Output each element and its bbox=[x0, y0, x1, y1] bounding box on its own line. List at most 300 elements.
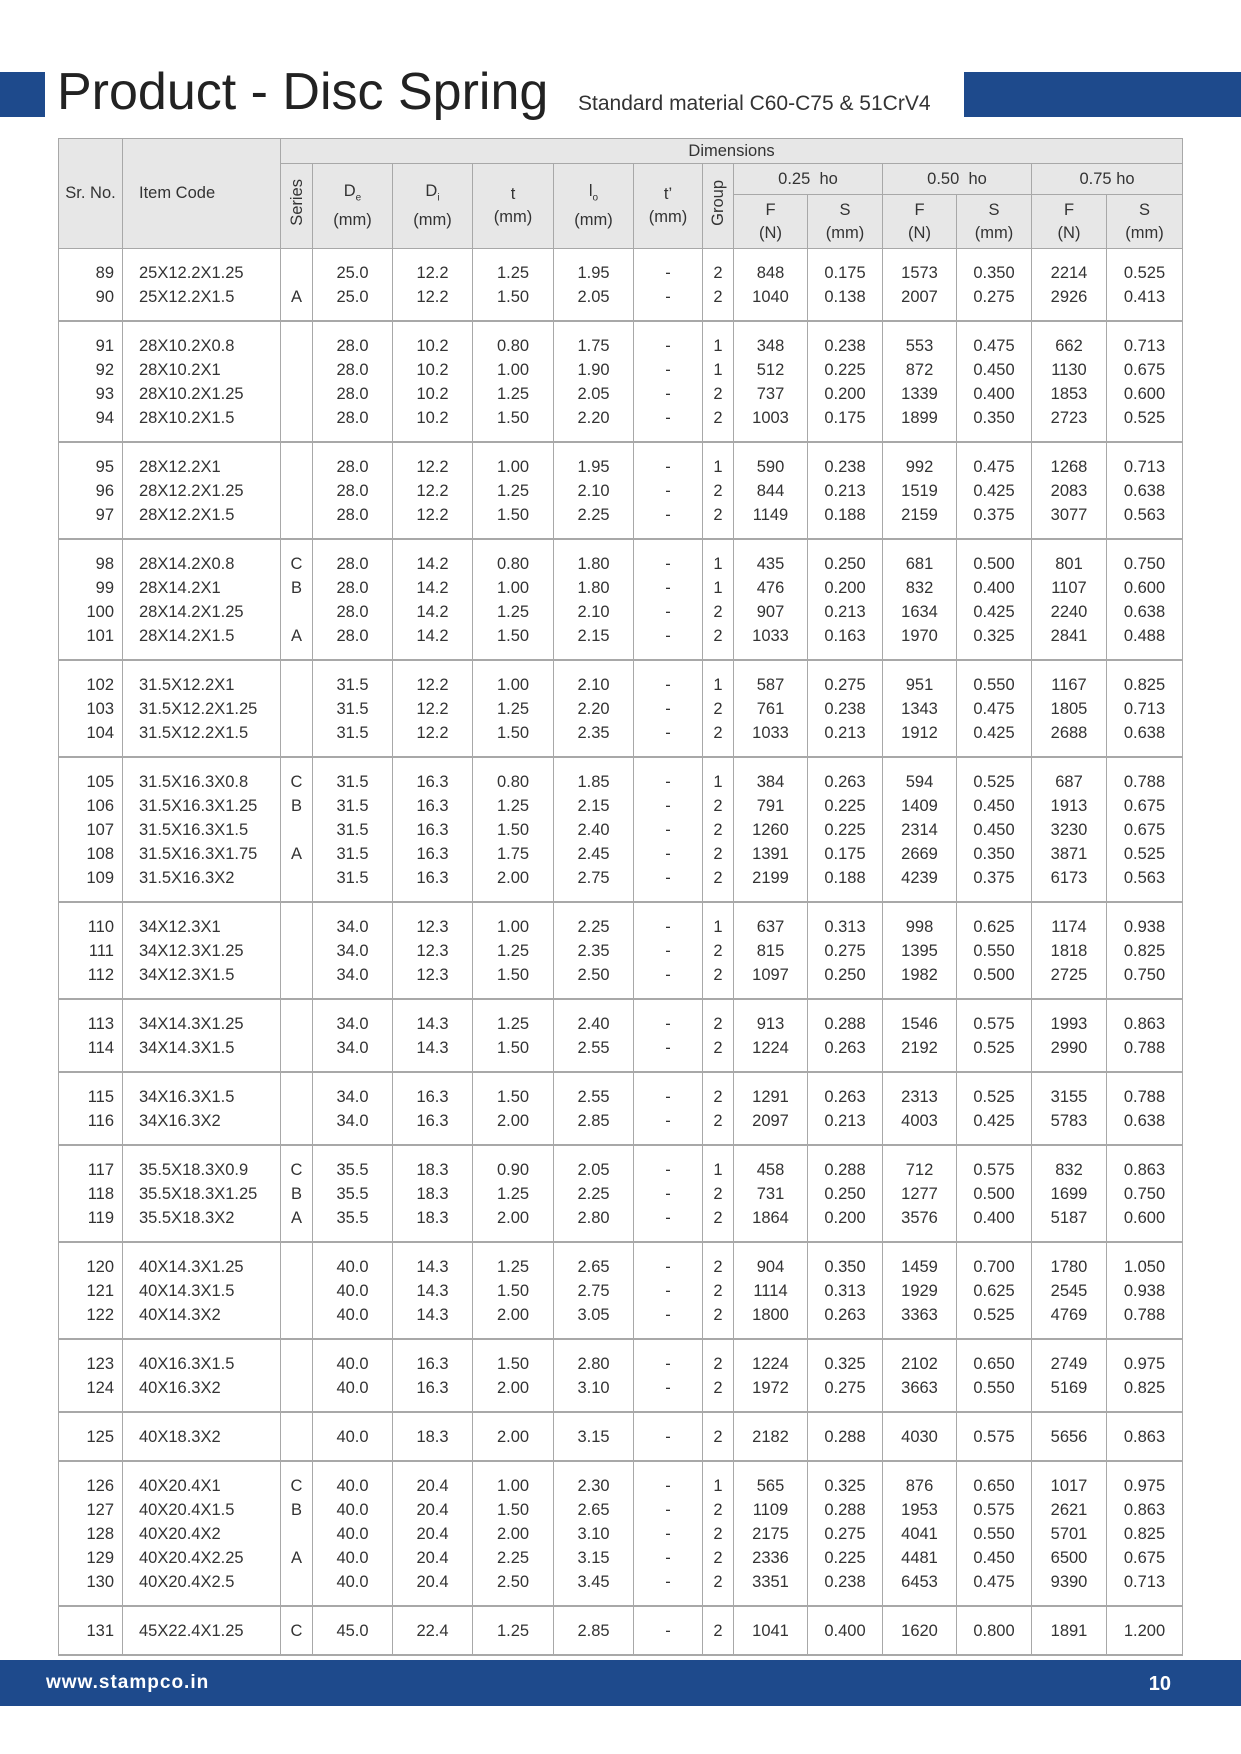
t-cell: 1.25 bbox=[473, 382, 554, 406]
f-050-cell: 1395 bbox=[883, 939, 957, 963]
s-025-cell: 0.325 bbox=[808, 1339, 883, 1376]
f-075-cell: 1167 bbox=[1032, 660, 1107, 697]
item-code-cell: 31.5X16.3X2 bbox=[123, 866, 281, 902]
f-075-cell: 1853 bbox=[1032, 382, 1107, 406]
di-cell: 14.2 bbox=[393, 539, 473, 576]
de-cell: 35.5 bbox=[313, 1182, 393, 1206]
item-code-cell: 34X16.3X2 bbox=[123, 1109, 281, 1145]
de-cell: 31.5 bbox=[313, 660, 393, 697]
footer-bar bbox=[0, 1660, 1241, 1706]
sr-no-cell: 101 bbox=[59, 624, 123, 660]
header-f-050: F (N) bbox=[883, 195, 957, 249]
f-050-cell: 1982 bbox=[883, 963, 957, 999]
table-row bbox=[59, 697, 1183, 721]
f-025-cell: 844 bbox=[734, 479, 808, 503]
sr-no-cell: 95 bbox=[59, 442, 123, 479]
t-prime-cell: - bbox=[634, 999, 703, 1036]
item-code-cell: 28X10.2X0.8 bbox=[123, 321, 281, 358]
f-025-cell: 1800 bbox=[734, 1303, 808, 1339]
s-050-cell: 0.550 bbox=[957, 1376, 1032, 1412]
s-050-cell: 0.575 bbox=[957, 1145, 1032, 1182]
di-cell: 14.3 bbox=[393, 1036, 473, 1072]
table-row bbox=[59, 358, 1183, 382]
t-cell: 2.00 bbox=[473, 1412, 554, 1461]
group-cell: 2 bbox=[703, 818, 734, 842]
sr-no-cell: 111 bbox=[59, 939, 123, 963]
lo-cell: 2.25 bbox=[554, 503, 634, 539]
header-f-075: F (N) bbox=[1032, 195, 1107, 249]
de-cell: 40.0 bbox=[313, 1303, 393, 1339]
t-cell: 0.80 bbox=[473, 757, 554, 794]
di-cell: 20.4 bbox=[393, 1522, 473, 1546]
f-025-cell: 791 bbox=[734, 794, 808, 818]
item-code-cell: 40X16.3X2 bbox=[123, 1376, 281, 1412]
item-code-cell: 40X20.4X2.25 bbox=[123, 1546, 281, 1570]
item-code-cell: 34X12.3X1.5 bbox=[123, 963, 281, 999]
de-cell: 28.0 bbox=[313, 576, 393, 600]
s-025-cell: 0.175 bbox=[808, 842, 883, 866]
lo-cell: 2.65 bbox=[554, 1498, 634, 1522]
series-cell: C bbox=[281, 757, 313, 794]
header-accent-left bbox=[0, 72, 45, 117]
di-cell: 10.2 bbox=[393, 321, 473, 358]
group-cell: 2 bbox=[703, 1339, 734, 1376]
table-row bbox=[59, 1109, 1183, 1145]
t-cell: 1.25 bbox=[473, 1182, 554, 1206]
group-cell: 2 bbox=[703, 939, 734, 963]
page-title: Product - Disc Spring bbox=[57, 63, 549, 121]
t-prime-cell: - bbox=[634, 721, 703, 757]
f-025-cell: 348 bbox=[734, 321, 808, 358]
group-cell: 1 bbox=[703, 1461, 734, 1498]
lo-cell: 3.05 bbox=[554, 1303, 634, 1339]
s-050-cell: 0.450 bbox=[957, 794, 1032, 818]
f-075-cell: 5656 bbox=[1032, 1412, 1107, 1461]
group-cell: 1 bbox=[703, 321, 734, 358]
di-cell: 18.3 bbox=[393, 1182, 473, 1206]
sr-no-cell: 89 bbox=[59, 249, 123, 286]
f-050-cell: 2192 bbox=[883, 1036, 957, 1072]
s-025-cell: 0.313 bbox=[808, 902, 883, 939]
header-f-025: F (N) bbox=[734, 195, 808, 249]
s-075-cell: 0.788 bbox=[1107, 1072, 1183, 1109]
s-050-cell: 0.575 bbox=[957, 1498, 1032, 1522]
f-025-cell: 2182 bbox=[734, 1412, 808, 1461]
t-prime-cell: - bbox=[634, 1339, 703, 1376]
series-cell bbox=[281, 1303, 313, 1339]
s-050-cell: 0.400 bbox=[957, 382, 1032, 406]
de-cell: 40.0 bbox=[313, 1339, 393, 1376]
group-cell: 2 bbox=[703, 1206, 734, 1242]
t-cell: 1.25 bbox=[473, 794, 554, 818]
f-050-cell: 2314 bbox=[883, 818, 957, 842]
t-cell: 2.00 bbox=[473, 1376, 554, 1412]
s-050-cell: 0.450 bbox=[957, 358, 1032, 382]
f-025-cell: 3351 bbox=[734, 1570, 808, 1606]
header-s-050: S (mm) bbox=[957, 195, 1032, 249]
s-075-cell: 0.600 bbox=[1107, 1206, 1183, 1242]
s-050-cell: 0.375 bbox=[957, 503, 1032, 539]
s-075-cell: 0.825 bbox=[1107, 660, 1183, 697]
f-075-cell: 801 bbox=[1032, 539, 1107, 576]
s-025-cell: 0.188 bbox=[808, 503, 883, 539]
group-cell: 1 bbox=[703, 902, 734, 939]
f-050-cell: 1620 bbox=[883, 1606, 957, 1655]
lo-cell: 2.75 bbox=[554, 1279, 634, 1303]
group-cell: 2 bbox=[703, 1303, 734, 1339]
f-025-cell: 1224 bbox=[734, 1339, 808, 1376]
t-prime-cell: - bbox=[634, 285, 703, 321]
table-row bbox=[59, 1570, 1183, 1606]
f-025-cell: 1033 bbox=[734, 624, 808, 660]
item-code-cell: 34X14.3X1.5 bbox=[123, 1036, 281, 1072]
t-cell: 1.50 bbox=[473, 503, 554, 539]
di-cell: 14.2 bbox=[393, 576, 473, 600]
de-cell: 34.0 bbox=[313, 1036, 393, 1072]
header-load-075: 0.75 ho bbox=[1032, 164, 1183, 195]
de-cell: 28.0 bbox=[313, 503, 393, 539]
de-cell: 40.0 bbox=[313, 1461, 393, 1498]
f-050-cell: 3363 bbox=[883, 1303, 957, 1339]
item-code-cell: 34X16.3X1.5 bbox=[123, 1072, 281, 1109]
lo-cell: 2.45 bbox=[554, 842, 634, 866]
group-cell: 2 bbox=[703, 249, 734, 286]
f-025-cell: 1033 bbox=[734, 721, 808, 757]
t-prime-cell: - bbox=[634, 1522, 703, 1546]
t-cell: 1.25 bbox=[473, 249, 554, 286]
de-cell: 40.0 bbox=[313, 1498, 393, 1522]
table-row bbox=[59, 842, 1183, 866]
table-row bbox=[59, 1242, 1183, 1279]
series-cell bbox=[281, 600, 313, 624]
s-075-cell: 0.675 bbox=[1107, 818, 1183, 842]
f-050-cell: 1339 bbox=[883, 382, 957, 406]
lo-cell: 2.75 bbox=[554, 866, 634, 902]
s-075-cell: 0.975 bbox=[1107, 1339, 1183, 1376]
item-code-cell: 28X14.2X0.8 bbox=[123, 539, 281, 576]
f-075-cell: 2240 bbox=[1032, 600, 1107, 624]
series-cell bbox=[281, 818, 313, 842]
group-cell: 2 bbox=[703, 697, 734, 721]
sr-no-cell: 116 bbox=[59, 1109, 123, 1145]
lo-cell: 2.05 bbox=[554, 285, 634, 321]
sr-no-cell: 113 bbox=[59, 999, 123, 1036]
f-050-cell: 1546 bbox=[883, 999, 957, 1036]
s-075-cell: 0.863 bbox=[1107, 1412, 1183, 1461]
series-cell bbox=[281, 697, 313, 721]
item-code-cell: 34X12.3X1.25 bbox=[123, 939, 281, 963]
series-cell bbox=[281, 358, 313, 382]
s-025-cell: 0.288 bbox=[808, 1498, 883, 1522]
de-cell: 34.0 bbox=[313, 1109, 393, 1145]
series-cell: C bbox=[281, 1145, 313, 1182]
group-cell: 2 bbox=[703, 1570, 734, 1606]
s-050-cell: 0.625 bbox=[957, 902, 1032, 939]
s-050-cell: 0.400 bbox=[957, 576, 1032, 600]
s-025-cell: 0.288 bbox=[808, 1145, 883, 1182]
f-075-cell: 2214 bbox=[1032, 249, 1107, 286]
series-cell bbox=[281, 321, 313, 358]
sr-no-cell: 112 bbox=[59, 963, 123, 999]
item-code-cell: 40X20.4X1 bbox=[123, 1461, 281, 1498]
s-075-cell: 0.938 bbox=[1107, 902, 1183, 939]
s-075-cell: 0.525 bbox=[1107, 406, 1183, 442]
s-050-cell: 0.550 bbox=[957, 939, 1032, 963]
group-cell: 1 bbox=[703, 539, 734, 576]
t-cell: 1.00 bbox=[473, 1461, 554, 1498]
t-prime-cell: - bbox=[634, 842, 703, 866]
t-cell: 2.00 bbox=[473, 1522, 554, 1546]
item-code-cell: 34X14.3X1.25 bbox=[123, 999, 281, 1036]
lo-cell: 1.95 bbox=[554, 442, 634, 479]
di-cell: 16.3 bbox=[393, 757, 473, 794]
group-cell: 2 bbox=[703, 1498, 734, 1522]
table-row bbox=[59, 576, 1183, 600]
t-prime-cell: - bbox=[634, 660, 703, 697]
f-050-cell: 1277 bbox=[883, 1182, 957, 1206]
f-075-cell: 1913 bbox=[1032, 794, 1107, 818]
table-row bbox=[59, 1036, 1183, 1072]
s-025-cell: 0.225 bbox=[808, 1546, 883, 1570]
s-050-cell: 0.800 bbox=[957, 1606, 1032, 1655]
s-025-cell: 0.238 bbox=[808, 697, 883, 721]
s-075-cell: 0.600 bbox=[1107, 382, 1183, 406]
s-050-cell: 0.350 bbox=[957, 842, 1032, 866]
s-025-cell: 0.138 bbox=[808, 285, 883, 321]
s-075-cell: 0.825 bbox=[1107, 939, 1183, 963]
lo-cell: 2.55 bbox=[554, 1036, 634, 1072]
f-075-cell: 2688 bbox=[1032, 721, 1107, 757]
f-050-cell: 1343 bbox=[883, 697, 957, 721]
di-cell: 14.3 bbox=[393, 1303, 473, 1339]
sr-no-cell: 96 bbox=[59, 479, 123, 503]
f-025-cell: 1864 bbox=[734, 1206, 808, 1242]
f-025-cell: 458 bbox=[734, 1145, 808, 1182]
table-body bbox=[59, 249, 1183, 1656]
item-code-cell: 28X10.2X1 bbox=[123, 358, 281, 382]
f-050-cell: 3576 bbox=[883, 1206, 957, 1242]
table-row bbox=[59, 794, 1183, 818]
f-075-cell: 1805 bbox=[1032, 697, 1107, 721]
s-075-cell: 1.050 bbox=[1107, 1242, 1183, 1279]
s-025-cell: 0.263 bbox=[808, 1303, 883, 1339]
t-cell: 0.90 bbox=[473, 1145, 554, 1182]
series-cell: A bbox=[281, 842, 313, 866]
item-code-cell: 40X20.4X2 bbox=[123, 1522, 281, 1546]
di-cell: 12.2 bbox=[393, 442, 473, 479]
f-025-cell: 512 bbox=[734, 358, 808, 382]
t-cell: 1.50 bbox=[473, 1498, 554, 1522]
di-cell: 16.3 bbox=[393, 818, 473, 842]
series-cell: B bbox=[281, 576, 313, 600]
lo-cell: 2.80 bbox=[554, 1339, 634, 1376]
group-cell: 1 bbox=[703, 442, 734, 479]
table-row bbox=[59, 999, 1183, 1036]
t-prime-cell: - bbox=[634, 539, 703, 576]
group-cell: 2 bbox=[703, 1546, 734, 1570]
series-cell: C bbox=[281, 539, 313, 576]
lo-cell: 2.05 bbox=[554, 382, 634, 406]
s-075-cell: 0.938 bbox=[1107, 1279, 1183, 1303]
de-cell: 35.5 bbox=[313, 1206, 393, 1242]
s-075-cell: 0.563 bbox=[1107, 503, 1183, 539]
f-025-cell: 384 bbox=[734, 757, 808, 794]
t-prime-cell: - bbox=[634, 479, 703, 503]
table-row bbox=[59, 600, 1183, 624]
lo-cell: 3.15 bbox=[554, 1412, 634, 1461]
f-050-cell: 2102 bbox=[883, 1339, 957, 1376]
t-prime-cell: - bbox=[634, 963, 703, 999]
sr-no-cell: 125 bbox=[59, 1412, 123, 1461]
s-075-cell: 1.200 bbox=[1107, 1606, 1183, 1655]
series-cell bbox=[281, 249, 313, 286]
header-t-prime: t’ (mm) bbox=[634, 164, 703, 249]
s-075-cell: 0.713 bbox=[1107, 442, 1183, 479]
series-cell bbox=[281, 406, 313, 442]
f-025-cell: 1040 bbox=[734, 285, 808, 321]
s-025-cell: 0.325 bbox=[808, 1461, 883, 1498]
t-prime-cell: - bbox=[634, 1242, 703, 1279]
t-prime-cell: - bbox=[634, 503, 703, 539]
t-cell: 1.00 bbox=[473, 902, 554, 939]
table-row bbox=[59, 249, 1183, 286]
s-075-cell: 0.563 bbox=[1107, 866, 1183, 902]
f-050-cell: 1409 bbox=[883, 794, 957, 818]
t-prime-cell: - bbox=[634, 1570, 703, 1606]
de-cell: 31.5 bbox=[313, 757, 393, 794]
s-050-cell: 0.275 bbox=[957, 285, 1032, 321]
series-cell bbox=[281, 1376, 313, 1412]
group-cell: 2 bbox=[703, 406, 734, 442]
f-025-cell: 1003 bbox=[734, 406, 808, 442]
series-cell bbox=[281, 1109, 313, 1145]
t-prime-cell: - bbox=[634, 1036, 703, 1072]
lo-cell: 2.65 bbox=[554, 1242, 634, 1279]
s-075-cell: 0.525 bbox=[1107, 842, 1183, 866]
table-row bbox=[59, 757, 1183, 794]
series-cell: C bbox=[281, 1606, 313, 1655]
footer-website: www.stampco.in bbox=[46, 1672, 210, 1693]
f-075-cell: 1017 bbox=[1032, 1461, 1107, 1498]
f-025-cell: 435 bbox=[734, 539, 808, 576]
s-025-cell: 0.350 bbox=[808, 1242, 883, 1279]
s-075-cell: 0.675 bbox=[1107, 794, 1183, 818]
sr-no-cell: 129 bbox=[59, 1546, 123, 1570]
f-075-cell: 5187 bbox=[1032, 1206, 1107, 1242]
header-dimensions: Dimensions bbox=[281, 139, 1183, 164]
s-050-cell: 0.500 bbox=[957, 963, 1032, 999]
s-075-cell: 0.863 bbox=[1107, 1145, 1183, 1182]
s-025-cell: 0.188 bbox=[808, 866, 883, 902]
s-050-cell: 0.475 bbox=[957, 442, 1032, 479]
sr-no-cell: 92 bbox=[59, 358, 123, 382]
s-050-cell: 0.475 bbox=[957, 321, 1032, 358]
t-cell: 1.50 bbox=[473, 285, 554, 321]
t-prime-cell: - bbox=[634, 358, 703, 382]
lo-cell: 2.25 bbox=[554, 902, 634, 939]
group-cell: 2 bbox=[703, 842, 734, 866]
de-cell: 35.5 bbox=[313, 1145, 393, 1182]
di-cell: 12.3 bbox=[393, 939, 473, 963]
item-code-cell: 31.5X16.3X1.75 bbox=[123, 842, 281, 866]
t-cell: 2.50 bbox=[473, 1570, 554, 1606]
item-code-cell: 31.5X12.2X1.25 bbox=[123, 697, 281, 721]
s-050-cell: 0.475 bbox=[957, 1570, 1032, 1606]
f-050-cell: 992 bbox=[883, 442, 957, 479]
t-cell: 1.50 bbox=[473, 1279, 554, 1303]
di-cell: 12.2 bbox=[393, 697, 473, 721]
f-075-cell: 1174 bbox=[1032, 902, 1107, 939]
s-050-cell: 0.425 bbox=[957, 600, 1032, 624]
de-cell: 31.5 bbox=[313, 818, 393, 842]
item-code-cell: 25X12.2X1.5 bbox=[123, 285, 281, 321]
sr-no-cell: 105 bbox=[59, 757, 123, 794]
de-cell: 28.0 bbox=[313, 479, 393, 503]
di-cell: 16.3 bbox=[393, 866, 473, 902]
di-cell: 12.3 bbox=[393, 902, 473, 939]
series-cell bbox=[281, 1522, 313, 1546]
table-row bbox=[59, 1279, 1183, 1303]
table-row bbox=[59, 479, 1183, 503]
t-prime-cell: - bbox=[634, 406, 703, 442]
s-050-cell: 0.475 bbox=[957, 697, 1032, 721]
s-075-cell: 0.750 bbox=[1107, 1182, 1183, 1206]
sr-no-cell: 104 bbox=[59, 721, 123, 757]
s-075-cell: 0.750 bbox=[1107, 539, 1183, 576]
header-item-code: Item Code bbox=[123, 139, 281, 249]
s-025-cell: 0.238 bbox=[808, 321, 883, 358]
f-075-cell: 1107 bbox=[1032, 576, 1107, 600]
sr-no-cell: 120 bbox=[59, 1242, 123, 1279]
group-cell: 1 bbox=[703, 358, 734, 382]
sr-no-cell: 131 bbox=[59, 1606, 123, 1655]
s-025-cell: 0.263 bbox=[808, 757, 883, 794]
de-cell: 40.0 bbox=[313, 1279, 393, 1303]
s-050-cell: 0.700 bbox=[957, 1242, 1032, 1279]
f-050-cell: 3663 bbox=[883, 1376, 957, 1412]
f-075-cell: 2725 bbox=[1032, 963, 1107, 999]
t-cell: 1.50 bbox=[473, 721, 554, 757]
series-cell: B bbox=[281, 1182, 313, 1206]
t-prime-cell: - bbox=[634, 1303, 703, 1339]
de-cell: 28.0 bbox=[313, 539, 393, 576]
de-cell: 25.0 bbox=[313, 249, 393, 286]
s-075-cell: 0.713 bbox=[1107, 697, 1183, 721]
item-code-cell: 35.5X18.3X1.25 bbox=[123, 1182, 281, 1206]
di-cell: 12.2 bbox=[393, 285, 473, 321]
s-075-cell: 0.863 bbox=[1107, 999, 1183, 1036]
s-025-cell: 0.275 bbox=[808, 1376, 883, 1412]
f-050-cell: 998 bbox=[883, 902, 957, 939]
f-025-cell: 1972 bbox=[734, 1376, 808, 1412]
series-cell bbox=[281, 1036, 313, 1072]
s-050-cell: 0.525 bbox=[957, 1303, 1032, 1339]
lo-cell: 3.10 bbox=[554, 1376, 634, 1412]
group-cell: 2 bbox=[703, 600, 734, 624]
item-code-cell: 25X12.2X1.25 bbox=[123, 249, 281, 286]
group-cell: 1 bbox=[703, 757, 734, 794]
lo-cell: 3.15 bbox=[554, 1546, 634, 1570]
s-075-cell: 0.413 bbox=[1107, 285, 1183, 321]
f-025-cell: 815 bbox=[734, 939, 808, 963]
group-cell: 2 bbox=[703, 1036, 734, 1072]
di-cell: 20.4 bbox=[393, 1546, 473, 1570]
di-cell: 14.3 bbox=[393, 1242, 473, 1279]
sr-no-cell: 106 bbox=[59, 794, 123, 818]
series-cell: A bbox=[281, 1546, 313, 1570]
s-050-cell: 0.425 bbox=[957, 479, 1032, 503]
group-cell: 1 bbox=[703, 660, 734, 697]
